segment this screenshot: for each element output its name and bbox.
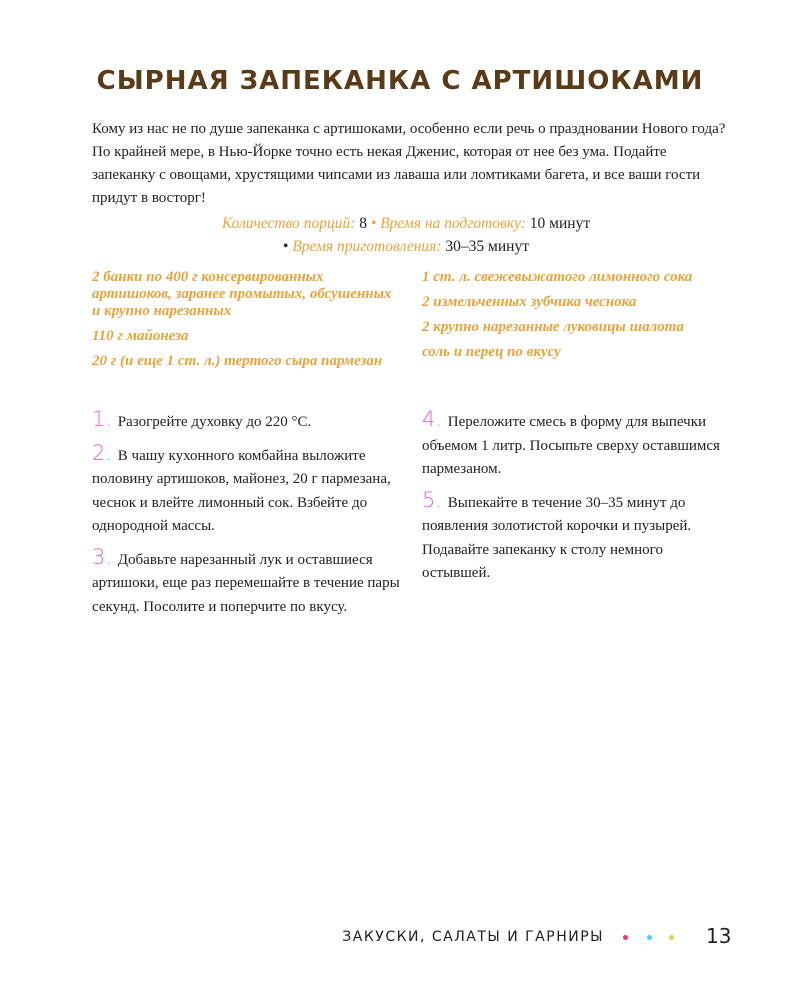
ingredient-item: 110 г майонеза: [92, 328, 189, 344]
steps-left: [92, 408, 402, 626]
decor-dot-icon: [669, 935, 674, 940]
ingredients-right: [422, 269, 742, 369]
prep-value: 10 минут: [529, 215, 591, 232]
meta-separator: •: [370, 215, 377, 232]
servings-label: Количество порций:: [221, 215, 356, 232]
step-number: 2.: [92, 440, 113, 465]
decor-dot-icon: [623, 935, 628, 940]
step-text: Выпекайте в течение 30–35 минут до появления золотистой корочки и пузырей. Подавайте запеканку к столу немного остывшей.: [422, 494, 692, 581]
intro-paragraph: Кому из нас не по душе запеканка с артишоками, особенно если речь о праздновании Нового года? По крайней мере, в Нью-Йорке точно есть некая Дженис, которая от нее без ума. Подайте запеканку с овощами, хрустящими чипсами из лаваша или ломтиками багета, и все ваши гости придут в восторг!: [92, 121, 726, 206]
prep-label: Время на подготовку:: [380, 215, 526, 232]
cook-label: Время приготовления:: [292, 238, 442, 255]
step-text: Разогрейте духовку до 220 °C.: [117, 414, 312, 430]
step-2: [92, 442, 402, 539]
steps-right: [422, 408, 732, 593]
step-1: [92, 408, 402, 435]
ingredient-item: соль и перец по вкусу: [422, 344, 561, 360]
ingredients-left: [92, 269, 392, 378]
ingredient-item: 20 г (и еще 1 ст. л.) тертого сыра пармезан: [92, 353, 383, 369]
ingredient-item: 2 банки по 400 г консервированных артишоков, заранее промытых, обсушенных и крупно нарезанных: [92, 269, 392, 319]
step-text: Переложите смесь в форму для выпечки объемом 1 литр. Посыпьте сверху оставшимся пармезаном.: [422, 414, 720, 477]
step-4: [422, 408, 732, 482]
cook-value: 30–35 минут: [445, 238, 529, 255]
servings-value: 8: [359, 215, 368, 232]
ingredient-item: 1 ст. л. свежевыжатого лимонного сока: [422, 269, 693, 285]
step-text: В чашу кухонного комбайна выложите половину артишоков, майонез, 20 г пармезана, чеснок и влейте лимонный сок. Взбейте до однородной массы.: [92, 447, 391, 534]
page-footer: [0, 924, 800, 954]
page-number: 13: [706, 924, 732, 948]
ingredient-item: 2 измельченных зубчика чеснока: [422, 294, 637, 310]
step-3: [92, 546, 402, 620]
step-number: 4.: [422, 407, 443, 431]
recipe-title: СЫРНАЯ ЗАПЕКАНКА С АРТИШОКАМИ: [96, 66, 704, 96]
step-number: 1.: [92, 407, 113, 431]
decor-dot-icon: [647, 935, 652, 940]
step-number: 3.: [92, 544, 113, 569]
section-name: ЗАКУСКИ, САЛАТЫ И ГАРНИРЫ: [342, 929, 604, 945]
meta-separator: •: [283, 238, 289, 255]
ingredient-item: 2 крупно нарезанные луковицы шалота: [422, 319, 684, 335]
step-number: 5.: [422, 487, 443, 512]
step-text: Добавьте нарезанный лук и оставшиеся артишоки, еще раз перемешайте в течение пары секунд. Посолите и поперчите по вкусу.: [92, 551, 400, 615]
step-5: [422, 489, 732, 586]
recipe-meta: [0, 212, 800, 258]
